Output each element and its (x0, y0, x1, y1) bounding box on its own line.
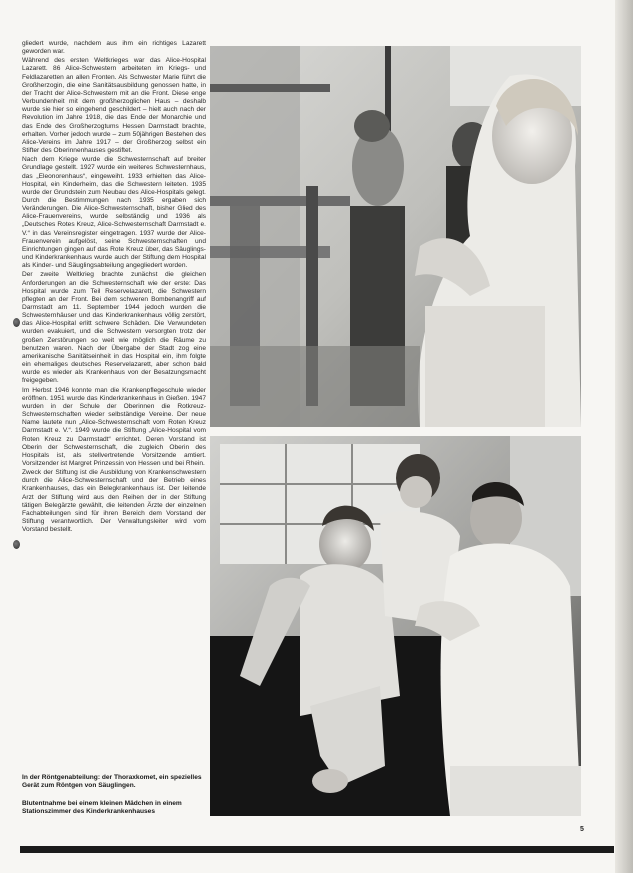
photo-xray-image (210, 46, 581, 427)
article-paragraph: Zweck der Stiftung ist die Ausbildung von Krankenschwestern durch die Alice-Schwesternschaft und der Betrieb eines Krankenhauses, das ein Belegkrankenhaus ist. Der leitende Arzt der Stiftung wird aus den Reihen der in der Stiftung tätigen Belegärzte gewählt, die leitenden Ärzte der einzelnen Fachabteilungen sind für ihren Bereich dem Vorstand der Stiftung verantwortlich. Der Verwaltungsleiter wird vom Vorstand bestellt. (22, 469, 206, 534)
punch-hole-top (13, 318, 20, 327)
article-paragraph: Im Herbst 1946 konnte man die Krankenpflegeschule wieder eröffnen. 1951 wurde das Kinderkrankenhaus in Gießen. 1947 wurden in der Schule der Oberinnen die Rotkreuz-Schwesternschaften wieder selbständige Vereine. Der neue Name lautete nun „Alice-Schwesternschaft vom Roten Kreuz Darmstadt e. V.“. 1949 wurde die Stiftung „Alice-Hospital vom Roten Kreuz zu Darmstadt“ errichtet. Deren Vorstand ist Oberin der Schwesternschaft, die zugleich Oberin des Hospitals ist, als stellvertretende Vorsitzende amtiert. Vorsitzender ist Margret Prinzessin von Hessen und bei Rhein. (22, 386, 206, 467)
bottom-bar (20, 846, 614, 853)
photo-xray-department (210, 46, 581, 427)
caption-top: In der Röntgenabteilung: der Thoraxkomet, ein spezielles Gerät zum Röntgen von Säuglingen. (22, 774, 202, 790)
punch-hole-bottom (13, 540, 20, 549)
article-paragraph: gliedert wurde, nachdem aus ihm ein richtiges Lazarett geworden war. (22, 40, 206, 56)
page-edge (615, 0, 633, 873)
article-paragraph: Der zweite Weltkrieg brachte zunächst die gleichen Anforderungen an die Schwesternschaft wie der erste: Das Hospital wurde zum Teil Reservelazarett, die Schwestern pflegten an der Front. Bei dem schweren Bombenangriff auf Darmstadt am 11. September 1944 jedoch wurden die Schwesternhäuser und das Kinderkrankenhaus völlig zerstört, das Alice-Hospital erlitt schwere Schäden. Die Verwundeten wurden evakuiert, und die Schwestern versorgten trotz der großen Zerstörungen so weit wie möglich die Räume zu benutzen waren. Nach der Übergabe der Stadt zog eine amerikanische Sanitätseinheit in das Hospital ein, ihm folgte ein ehemaliges deutsches Reservelazarett, aber schon bald wurde es wieder als Krankenhaus von der Besatzungsmacht freigegeben. (22, 271, 206, 385)
photo-blood-sample (210, 436, 581, 816)
article-paragraph: Nach dem Kriege wurde die Schwesternschaft auf breiter Grundlage gestellt. 1927 wurde ein weiteres Schwesternhaus, das „Eleonorenhaus“, eingeweiht. 1933 erhielten das Alice-Hospital, ein Kinderheim, das die Schwestern leiteten. 1935 wurde der Grundstein zum Neubau des Alice-Hospitals gelegt. Durch die Bestimmungen nach 1935 ergaben sich Veränderungen. Die Alice-Schwesternschaft, bisher Glied des Alice-Frauenvereins, wurde selbständig und 1936 als „Deutsches Rotes Kreuz, Alice-Schwesternschaft Darmstadt e. V.“ in das Vereinsregister eingetragen. 1937 wurde der Alice-Frauenverein aufgelöst, seine Schwesternschaften und Einrichtungen gingen auf das Rote Kreuz über, das Säuglings- und Kinderkrankenhaus wurde auch der Stiftung dem Hospital als Kinder- und Säuglingsabteilung angegliedert worden. (22, 156, 206, 270)
article-text-column (22, 40, 206, 740)
caption-bottom: Blutentnahme bei einem kleinen Mädchen in einem Stationszimmer des Kinderkrankenhauses (22, 800, 182, 816)
photo-blood-sample-image (210, 436, 581, 816)
page-number: 5 (580, 826, 584, 833)
article-paragraph: Während des ersten Weltkrieges war das Alice-Hospital Lazarett. 86 Alice-Schwestern arbeiteten im Kriegs- und Feldlazaretten an allen Fronten. Als Schwester Marie führt die Großherzogin, die eine Sanitätsausbildung genossen hatte, in der Tracht der Alice-Schwestern mit an die Front. Diese enge Verbundenheit mit dem großherzoglichen Haus – deshalb wurde sie hier so eingehend geschildert – hielt auch nach der Revolution im Jahre 1918, die das Ende der Monarchie und das Ende des Großherzogtums Hessen Darmstadt brachte, erhalten. Vorher jedoch wurde – zum 50jährigen Bestehen des Alice-Vereins im Jahre 1917 – der Großherzog selbst ein Stifter des Oberinnenhauses gestiftet. (22, 57, 206, 155)
